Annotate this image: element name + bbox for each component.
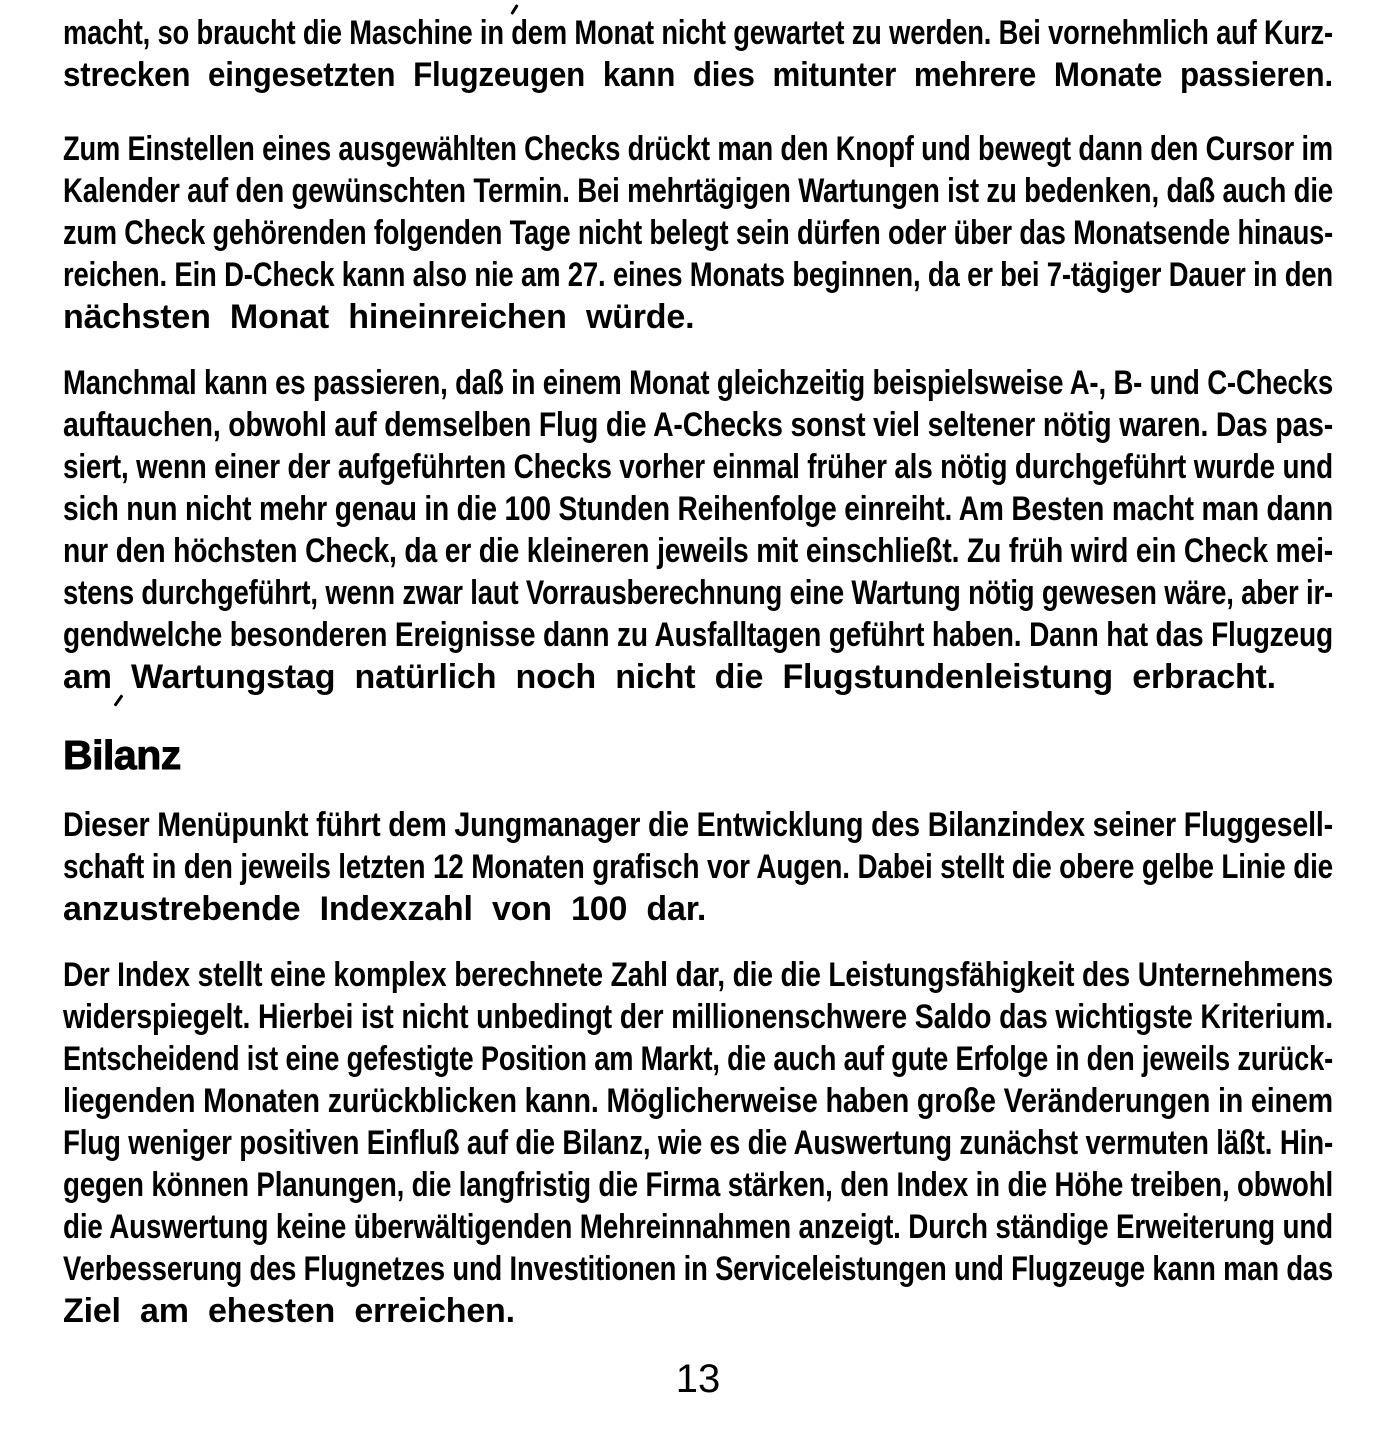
line-text: sich nun nicht mehr genau in die 100 Stunden Reihenfolge einreiht. Am Besten macht man dann <box>63 490 1333 528</box>
text-line <box>63 170 1333 212</box>
line-text: widerspiegelt. Hierbei ist nicht unbedingt der millionenschwere Saldo das wichtigste Kriterium. <box>63 998 1333 1036</box>
text-line <box>63 446 1333 488</box>
line-text: schaft in den jeweils letzten 12 Monaten grafisch vor Augen. Dabei stellt die obere gelbe Linie die <box>63 848 1333 886</box>
line-text: macht, so braucht die Maschine in dem Monat nicht gewartet zu werden. Bei vornehmlich auf Kurz- <box>63 14 1333 52</box>
text-line <box>63 572 1333 614</box>
line-text: Manchmal kann es passieren, daß in einem Monat gleichzeitig beispielsweise A-, B- und C-Checks <box>63 364 1333 402</box>
line-text: nächsten Monat hineinreichen würde. <box>63 298 695 336</box>
text-line <box>63 996 1333 1038</box>
text-line <box>63 1080 1333 1122</box>
line-text: reichen. Ein D-Check kann also nie am 27. eines Monats beginnen, da er bei 7-tägiger Dauer in den <box>63 256 1333 294</box>
text-line <box>63 846 1333 888</box>
line-text: Verbesserung des Flugnetzes und Investitionen in Serviceleistungen und Flugzeuge kann man das <box>63 1250 1333 1288</box>
text-line <box>63 804 1333 846</box>
text-line <box>63 212 1333 254</box>
line-text: die Auswertung keine überwältigenden Mehreinnahmen anzeigt. Durch ständige Erweiterung und <box>63 1208 1333 1246</box>
line-text: anzustrebende Indexzahl von 100 dar. <box>63 890 707 928</box>
text-line <box>63 404 1333 446</box>
text-line <box>63 888 1333 930</box>
section-heading-bilanz: Bilanz <box>63 732 181 778</box>
line-text: siert, wenn einer der aufgeführten Checks vorher einmal früher als nötig durchgeführt wurde und <box>63 448 1333 486</box>
paragraph <box>63 362 1333 698</box>
text-line <box>63 530 1333 572</box>
line-text: gegen können Planungen, die langfristig die Firma stärken, den Index in die Höhe treiben, obwohl <box>63 1166 1333 1204</box>
paragraph <box>63 12 1333 96</box>
line-text: Zum Einstellen eines ausgewählten Checks drückt man den Knopf und bewegt dann den Cursor im <box>63 130 1333 168</box>
line-text: nur den höchsten Check, da er die kleineren jeweils mit einschließt. Zu früh wird ein Check mei- <box>63 532 1333 570</box>
text-line <box>63 954 1333 996</box>
text-line <box>63 1248 1333 1290</box>
line-text: strecken eingesetzten Flugzeugen kann dies mitunter mehrere Monate passieren. <box>63 56 1333 94</box>
line-text: Der Index stellt eine komplex berechnete Zahl dar, die die Leistungsfähigkeit des Unternehmens <box>63 956 1333 994</box>
text-line <box>63 54 1333 96</box>
line-text: zum Check gehörenden folgenden Tage nicht belegt sein dürfen oder über das Monatsende hinaus- <box>63 214 1333 252</box>
paragraph <box>63 954 1333 1332</box>
text-line <box>63 1122 1333 1164</box>
line-text: auftauchen, obwohl auf demselben Flug die A-Checks sonst viel seltener nötig waren. Das pas- <box>63 406 1333 444</box>
paragraph <box>63 128 1333 338</box>
line-text: Ziel am ehesten erreichen. <box>63 1292 515 1330</box>
page-text-column <box>63 12 1333 1402</box>
line-text: Flug weniger positiven Einfluß auf die Bilanz, wie es die Auswertung zunächst vermuten läßt. Hin- <box>63 1124 1333 1162</box>
paragraph <box>63 804 1333 930</box>
text-line <box>63 362 1333 404</box>
line-text: liegenden Monaten zurückblicken kann. Möglicherweise haben große Veränderungen in einem <box>63 1082 1333 1120</box>
line-text: gendwelche besonderen Ereignisse dann zu Ausfalltagen geführt haben. Dann hat das Flugzeug <box>63 616 1333 654</box>
text-line <box>63 254 1333 296</box>
line-text: stens durchgeführt, wenn zwar laut Vorrausberechnung eine Wartung nötig gewesen wäre, aber ir- <box>63 574 1333 612</box>
text-line <box>63 1290 1333 1332</box>
text-line <box>63 128 1333 170</box>
text-line <box>63 656 1333 698</box>
text-line <box>63 488 1333 530</box>
line-text: am Wartungstag natürlich noch nicht die Flugstundenleistung erbracht. <box>63 658 1276 696</box>
line-text: Entscheidend ist eine gefestigte Position am Markt, die auch auf gute Erfolge in den jeweils zurück- <box>63 1040 1333 1078</box>
line-text: Kalender auf den gewünschten Termin. Bei mehrtägigen Wartungen ist zu bedenken, daß auch die <box>63 172 1333 210</box>
text-line <box>63 1164 1333 1206</box>
text-line <box>63 296 1333 338</box>
text-line <box>63 1206 1333 1248</box>
text-line <box>63 1038 1333 1080</box>
page-number: 13 <box>675 1357 721 1401</box>
text-line <box>63 614 1333 656</box>
text-line <box>63 12 1333 54</box>
line-text: Dieser Menüpunkt führt dem Jungmanager die Entwicklung des Bilanzindex seiner Fluggesell- <box>63 806 1333 844</box>
